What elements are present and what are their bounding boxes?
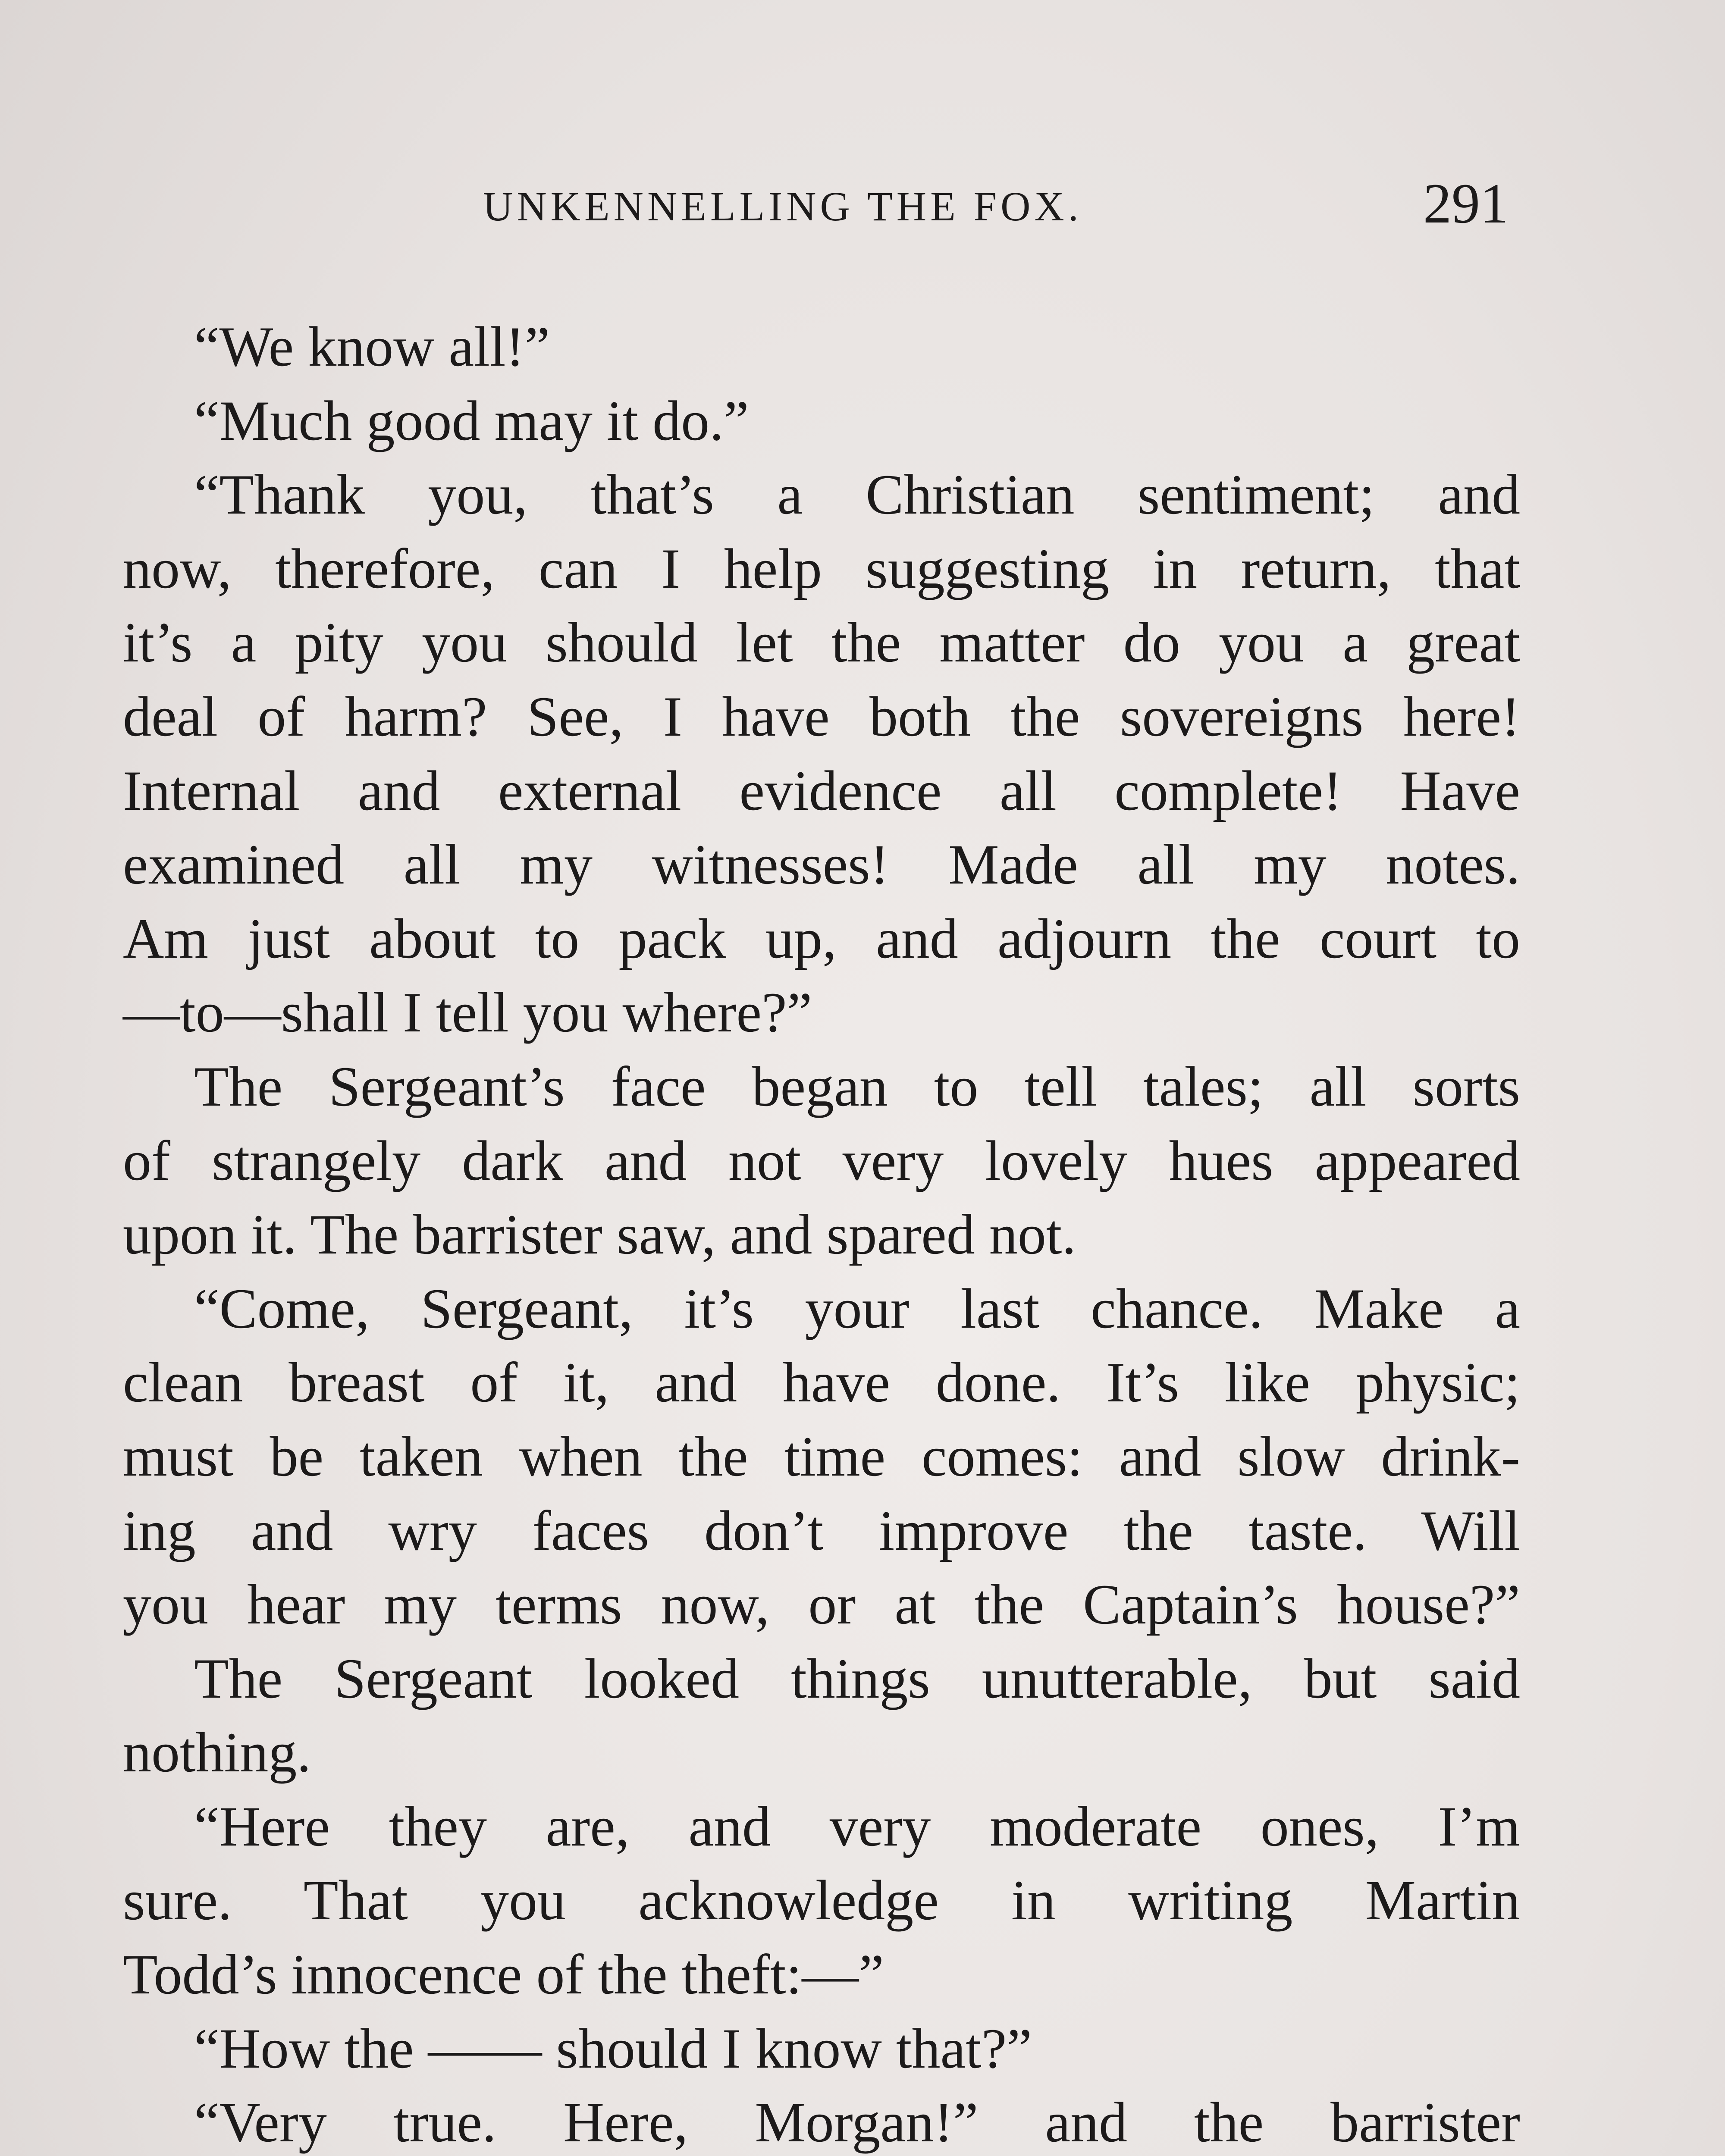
text-line: Todd’s innocence of the theft:—” (123, 1943, 884, 2006)
text-line: must be taken when the time comes: and slow drink- (123, 1424, 1520, 1488)
text-line: ing and wry faces don’t improve the taste. Will (123, 1498, 1520, 1562)
text-line: “How the —— should I know that?” (194, 2016, 1032, 2080)
text-line: clean breast of it, and have done. It’s like physic; (123, 1351, 1520, 1414)
text-line: now, therefore, can I help suggesting in return, that (123, 536, 1520, 600)
text-line: “Very true. Here, Morgan!” and the barrister (194, 2090, 1520, 2154)
text-line: deal of harm? See, I have both the sovereigns here! (123, 684, 1520, 748)
text-line: Am just about to pack up, and adjourn the court to (123, 906, 1520, 970)
text-line: —to—shall I tell you where?” (123, 981, 812, 1044)
text-line: The Sergeant’s face began to tell tales; all sorts (194, 1054, 1520, 1118)
page-header (0, 170, 1725, 235)
text-line: it’s a pity you should let the matter do you a great (123, 611, 1520, 674)
body-text (123, 310, 1520, 2156)
text-line: Internal and external evidence all complete! Have (123, 758, 1520, 822)
running-head: UNKENNELLING THE FOX. (483, 183, 1082, 229)
text-line: of strangely dark and not very lovely hues appeared (123, 1128, 1520, 1192)
text-line: examined all my witnesses! Made all my notes. (123, 833, 1520, 896)
text-line: “We know all!” (194, 315, 550, 378)
text-line: “Much good may it do.” (194, 389, 749, 452)
text-line: nothing. (123, 1720, 311, 1784)
text-line: sure. That you acknowledge in writing Martin (123, 1868, 1520, 1932)
text-line: you hear my terms now, or at the Captain’s house?” (123, 1573, 1520, 1636)
text-line: “Here they are, and very moderate ones, I’m (194, 1794, 1520, 1858)
text-line: “Thank you, that’s a Christian sentiment; and (194, 463, 1520, 526)
page-number: 291 (1423, 172, 1509, 235)
text-line: “Come, Sergeant, it’s your last chance. Make a (194, 1276, 1520, 1340)
text-line: The Sergeant looked things unutterable, but said (194, 1646, 1520, 1710)
text-line: upon it. The barrister saw, and spared not. (123, 1203, 1076, 1266)
